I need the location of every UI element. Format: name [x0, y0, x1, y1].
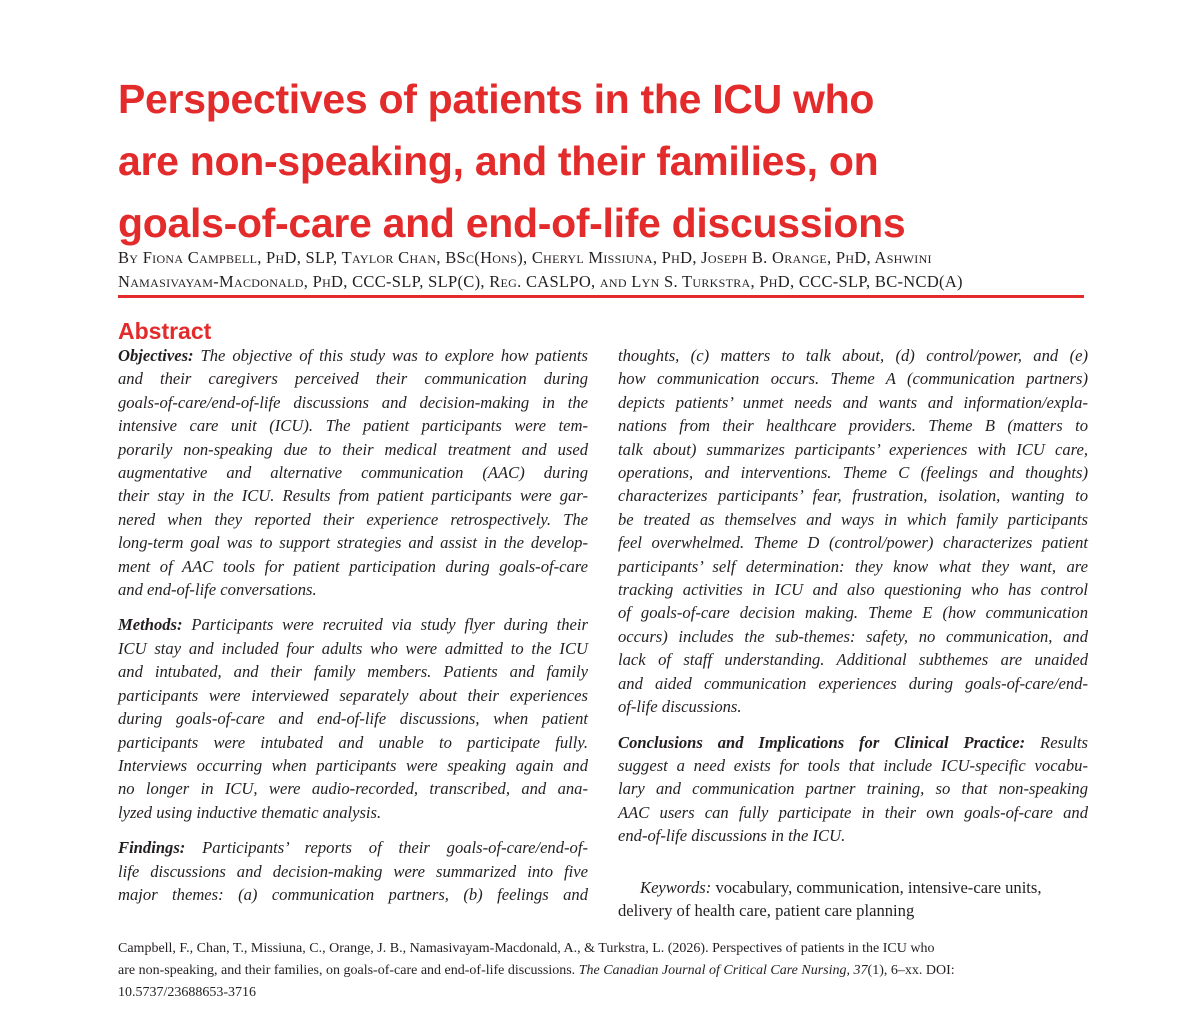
paragraph-line: Objectives: The objective of this study was to explore how patients: [118, 346, 588, 365]
keywords-line: delivery of health care, patient care planning: [618, 901, 915, 921]
paragraph-line: how communication occurs. Theme A (communication partners): [618, 369, 1088, 389]
objectives-paragraph: [118, 344, 588, 601]
byline-line: Namasivayam-Macdonald, PhD, CCC-SLP, SLP(C), Reg. CASLPO, and Lyn S. Turkstra, PhD, CCC-SLP, BC-NCD(A): [118, 272, 963, 291]
paragraph-line: lyzed using inductive thematic analysis.: [118, 802, 382, 822]
paragraph-line: porarily non-speaking due to their medical treatment and used: [118, 439, 588, 459]
paragraph-line: occurs) includes the sub-themes: safety, no communication, and: [618, 626, 1088, 646]
paragraph-line: tracking activities in ICU and also questioning who has control: [618, 580, 1088, 600]
abstract-right-column: [618, 344, 1088, 860]
paragraph-line: Findings: Participants’ reports of their goals-of-care/end-of-: [118, 838, 588, 858]
paragraph-line: life discussions and decision-making were summarized into five: [118, 861, 588, 881]
title-divider: [118, 295, 1084, 298]
journal-name: The Canadian Journal of Critical Care Nursing, 37: [578, 963, 868, 978]
paragraph-line: and end-of-life conversations.: [118, 580, 317, 600]
paragraph-line: long-term goal was to support strategies and assist in the develop-: [118, 533, 588, 553]
paragraph-line: no longer in ICU, were audio-recorded, transcribed, and ana-: [118, 779, 588, 799]
paragraph-line: and their caregivers perceived their communication during: [118, 369, 588, 389]
paragraph-line: depicts patients’ unmet needs and wants and information/expla-: [618, 392, 1088, 412]
paragraph-line: nered when they reported their experience retrospectively. The: [118, 509, 588, 529]
paragraph-line: Interviews occurring when participants were speaking again and: [118, 755, 588, 775]
title-line: are non-speaking, and their families, on: [118, 138, 879, 184]
byline-line: By Fiona Campbell, PhD, SLP, Taylor Chan, BSc(Hons), Cheryl Missiuna, PhD, Joseph B. Orange, PhD, Ashwini: [118, 248, 932, 267]
abstract-left-column: [118, 344, 588, 918]
citation-line: are non-speaking, and their families, on goals-of-care and end-of-life discussions. The Canadian Journal of Critical Care Nursing, 37(1), 6–xx. DOI:: [118, 963, 955, 978]
paragraph-line: ment of AAC tools for patient participation during goals-of-care: [118, 556, 588, 576]
abstract-heading: Abstract: [118, 318, 212, 344]
paragraph-line: Methods: Participants were recruited via study flyer during their: [118, 615, 588, 635]
keywords-line: Keywords: vocabulary, communication, intensive-care units,: [640, 878, 1042, 897]
paragraph-line: participants were interviewed separately about their experiences: [118, 685, 588, 705]
methods-paragraph: [118, 613, 588, 824]
paragraph-line: during goals-of-care and end-of-life discussions, when patient: [118, 709, 588, 729]
paragraph-line: intensive care unit (ICU). The patient participants were tem-: [118, 416, 588, 436]
paragraph-line: suggest a need exists for tools that include ICU-specific vocabu-: [618, 755, 1088, 775]
citation-line: Campbell, F., Chan, T., Missiuna, C., Orange, J. B., Namasivayam-Macdonald, A., & Turkstra, L. (2026). Perspectives of patients in the ICU who: [118, 941, 935, 956]
conclusions-paragraph: [618, 731, 1088, 848]
findings-paragraph: [118, 836, 588, 906]
paragraph-line: AAC users can fully participate in their own goals-of-care and: [618, 802, 1088, 822]
paragraph-line: goals-of-care/end-of-life discussions and decision-making in the: [118, 392, 588, 412]
paragraph-line: end-of-life discussions in the ICU.: [618, 826, 846, 846]
paragraph-line: their stay in the ICU. Results from patient participants were gar-: [118, 486, 588, 506]
paragraph-line: participants were intubated and unable to participate fully.: [118, 732, 588, 752]
paragraph-line: thoughts, (c) matters to talk about, (d) control/power, and (e): [618, 346, 1088, 365]
title-line: goals-of-care and end-of-life discussions: [118, 200, 906, 246]
author-byline: [118, 246, 1088, 294]
paragraph-line: and aided communication experiences during goals-of-care/end-: [618, 673, 1088, 693]
paragraph-line: of-life discussions.: [618, 697, 742, 717]
paragraph-line: major themes: (a) communication partners, (b) feelings and: [118, 884, 588, 904]
paragraph-line: of goals-of-care decision making. Theme E (how communication: [618, 603, 1088, 623]
article-title: [118, 68, 1098, 254]
paragraph-line: and intubated, and their family members. Patients and family: [118, 662, 588, 682]
paragraph-line: feel overwhelmed. Theme D (control/power) characterizes patient: [618, 533, 1088, 553]
paragraph-line: operations, and interventions. Theme C (feelings and thoughts): [618, 463, 1088, 483]
paragraph-line: ICU stay and included four adults who were admitted to the ICU: [118, 638, 588, 658]
paragraph-line: characterizes participants’ fear, frustration, isolation, wanting to: [618, 486, 1088, 506]
paragraph-line: nations from their healthcare providers. Theme B (matters to: [618, 416, 1088, 436]
paragraph-line: be treated as themselves and ways in which family participants: [618, 509, 1088, 529]
keywords-label: Keywords:: [640, 878, 712, 897]
citation-doi: 10.5737/23688653-3716: [118, 985, 257, 1000]
paragraph-line: augmentative and alternative communication (AAC) during: [118, 463, 588, 483]
findings-label: Findings:: [118, 838, 186, 858]
paragraph-line: participants’ self determination: they know what they want, are: [618, 556, 1088, 576]
findings-continued-paragraph: [618, 344, 1088, 719]
keywords: [618, 876, 1088, 923]
paragraph-line: Conclusions and Implications for Clinical Practice: Results: [618, 732, 1088, 752]
citation: [118, 938, 1088, 1004]
methods-label: Methods:: [118, 615, 183, 635]
paragraph-line: lack of staff understanding. Additional subthemes are unaided: [618, 650, 1088, 670]
objectives-label: Objectives:: [118, 346, 194, 365]
title-line: Perspectives of patients in the ICU who: [118, 76, 875, 122]
conclusions-label: Conclusions and Implications for Clinical Practice:: [618, 732, 1026, 752]
paragraph-line: talk about) summarizes participants’ experiences with ICU care,: [618, 439, 1088, 459]
paragraph-line: lary and communication partner training, so that non-speaking: [618, 779, 1088, 799]
